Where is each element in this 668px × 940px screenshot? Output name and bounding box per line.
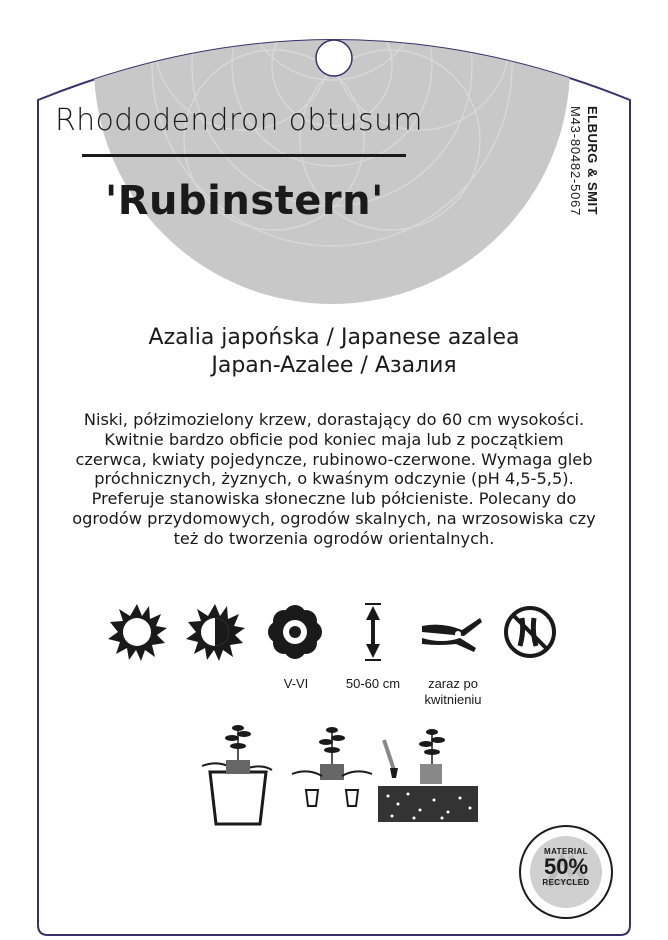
- cultivar-name: 'Rubinstern': [105, 178, 384, 224]
- pruning-time-line2: kwitnieniu: [424, 692, 482, 707]
- height-label: 50-60 cm: [345, 676, 401, 691]
- pruning-time-line1: zaraz po: [428, 676, 478, 691]
- product-code: M43-80482-5067: [568, 106, 583, 217]
- badge-recycled-label: RECYCLED: [542, 878, 590, 887]
- badge-percent: 50%: [543, 854, 589, 879]
- supplier-brand: ELBURG & SMIT: [585, 106, 600, 216]
- common-names-line2: Japan-Azalee / Азалия: [211, 353, 457, 378]
- plant-description: Niski, półzimozielony krzew, dorastający do 60 cm wysokości. Kwitnie bardzo obficie pod koniec maja lub z początkiem czerwca, kwiaty pojedyncze, rubinowo-czerwone. Wymaga gleb próchnicznych, żyznych, o kwaśnym odczynie (pH 4,5-5,5). Preferuje stanowiska słoneczne lub półcieniste. Polecany do ogrodów przydomowych, ogrodów skalnych, na wrzosowiska czy też do tworzenia ogrodów orientalnych.: [72, 410, 596, 548]
- title-divider: [82, 154, 406, 157]
- flowering-months-label: V-VI: [283, 676, 309, 691]
- recycled-badge-text: [521, 847, 611, 887]
- common-names: [60, 324, 608, 380]
- pruning-time-label: [408, 676, 498, 708]
- common-names-line1: Azalia japońska / Japanese azalea: [148, 325, 520, 350]
- hanging-hole: [316, 40, 352, 76]
- species-name: Rhododendron obtusum: [55, 103, 423, 138]
- badge-material-label: MATERIAL: [544, 847, 588, 856]
